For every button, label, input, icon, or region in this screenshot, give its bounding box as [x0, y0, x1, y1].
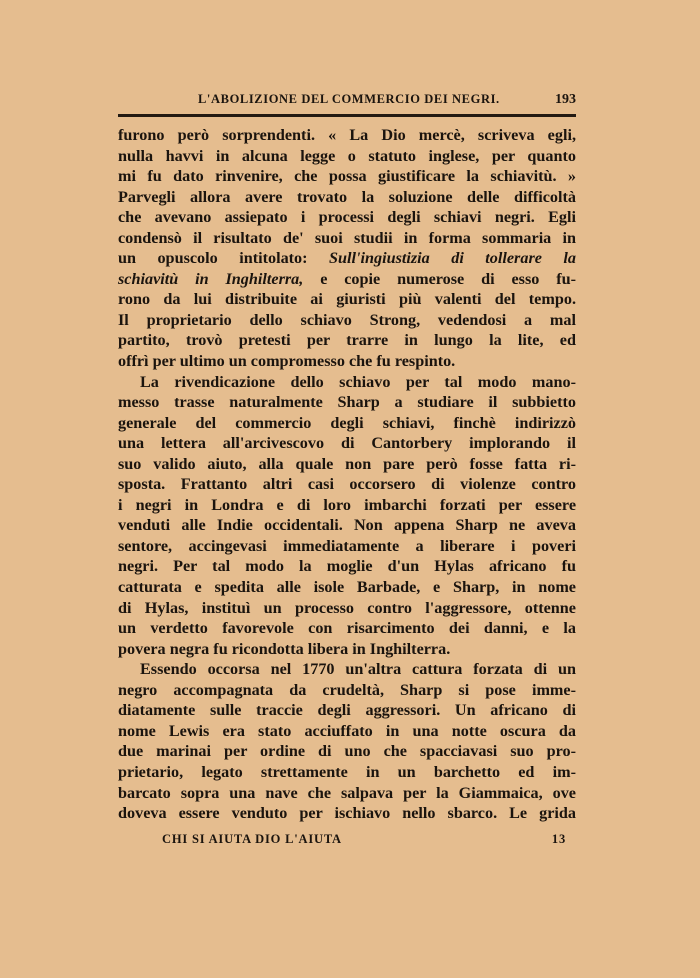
text-line	[118, 248, 576, 269]
text-line: di Hylas, instituì un processo contro l'aggressore, ottenne	[118, 598, 576, 617]
text-fragment: e copie numerose di esso fu-	[303, 269, 576, 288]
italic-title-fragment: Sull'ingiustizia di tollerare la	[329, 249, 576, 268]
text-line: barcato sopra una nave che salpava per la Giammaica, ove	[118, 783, 576, 802]
text-line: un verdetto favorevole con risarcimento dei danni, e la	[118, 619, 576, 638]
text-line: che avevano assiepato i processi degli schiavi negri. Egli	[118, 208, 576, 227]
text-line: rono da lui distribuite ai giuristi più valenti del tempo.	[118, 290, 576, 309]
text-line: Essendo occorsa nel 1770 un'altra cattura forzata di un	[140, 660, 576, 679]
text-line: una lettera all'arcivescovo di Cantorbery implorando il	[118, 434, 576, 453]
text-line: doveva essere venduto per ischiavo nello sbarco. Le grida	[118, 804, 576, 823]
text-line: catturata e spedita alle isole Barbade, e Sharp, in nome	[118, 578, 576, 597]
running-header	[118, 92, 576, 112]
text-line: furono però sorprendenti. « La Dio mercè, scriveva egli,	[118, 126, 576, 144]
text-line: due marinai per ordine di uno che spacciavasi suo pro-	[118, 742, 576, 761]
text-line: venduti alle Indie occidentali. Non appena Sharp ne aveva	[118, 516, 576, 535]
text-line: povera negra fu ricondotta libera in Inghilterra.	[118, 639, 451, 658]
text-line: diatamente sulle traccie degli aggressori. Un africano di	[118, 701, 576, 720]
page-number: 193	[555, 92, 576, 107]
signature-label: CHI SI AIUTA DIO L'AIUTA	[162, 831, 342, 846]
text-line: negro accompagnata da crudeltà, Sharp si pose imme-	[118, 680, 576, 699]
text-line: condensò il risultato de' suoi studii in forma sommaria in	[118, 228, 576, 247]
italic-title-fragment: schiavitù in Inghilterra,	[118, 269, 304, 288]
text-line	[118, 269, 576, 290]
text-line: mi fu dato rinvenire, che possa giustificare la schiavitù. »	[118, 167, 576, 186]
book-page	[118, 92, 576, 847]
text-line: negri. Per tal modo la moglie d'un Hylas africano fu	[118, 557, 576, 576]
body-text	[118, 125, 576, 824]
text-line: La rivendicazione dello schiavo per tal modo mano-	[140, 372, 576, 391]
text-line: Il proprietario dello schiavo Strong, vedendosi a mal	[118, 310, 576, 329]
text-line: i negri in Londra e di loro imbarchi forzati per essere	[118, 495, 576, 514]
text-line: sposta. Frattanto altri casi occorsero di violenze contro	[118, 475, 576, 494]
text-line: nulla havvi in alcuna legge o statuto inglese, per quanto	[118, 146, 576, 165]
text-line: generale del commercio degli schiavi, finchè indirizzò	[118, 413, 576, 432]
signature-line	[118, 832, 576, 847]
text-line: offrì per ultimo un compromesso che fu respinto.	[118, 352, 456, 371]
header-rule	[118, 114, 576, 117]
text-line: prietario, legato strettamente in un barchetto ed im-	[118, 762, 576, 781]
text-line: partito, trovò pretesti per trarre in lungo la lite, ed	[118, 331, 576, 350]
running-title: L'ABOLIZIONE DEL COMMERCIO DEI NEGRI.	[198, 92, 500, 106]
text-line: sentore, accingevasi immediatamente a liberare i poveri	[118, 536, 576, 555]
text-line: nome Lewis era stato acciuffato in una notte oscura da	[118, 721, 576, 740]
text-line: suo valido aiuto, alla quale non pare però fosse fatta ri-	[118, 454, 576, 473]
text-line: Parvegli allora avere trovato la soluzione delle difficoltà	[118, 187, 576, 206]
text-line: messo trasse naturalmente Sharp a studiare il subbietto	[118, 393, 576, 412]
text-fragment: un opuscolo intitolato:	[118, 249, 329, 268]
signature-mark: 13	[551, 831, 566, 846]
